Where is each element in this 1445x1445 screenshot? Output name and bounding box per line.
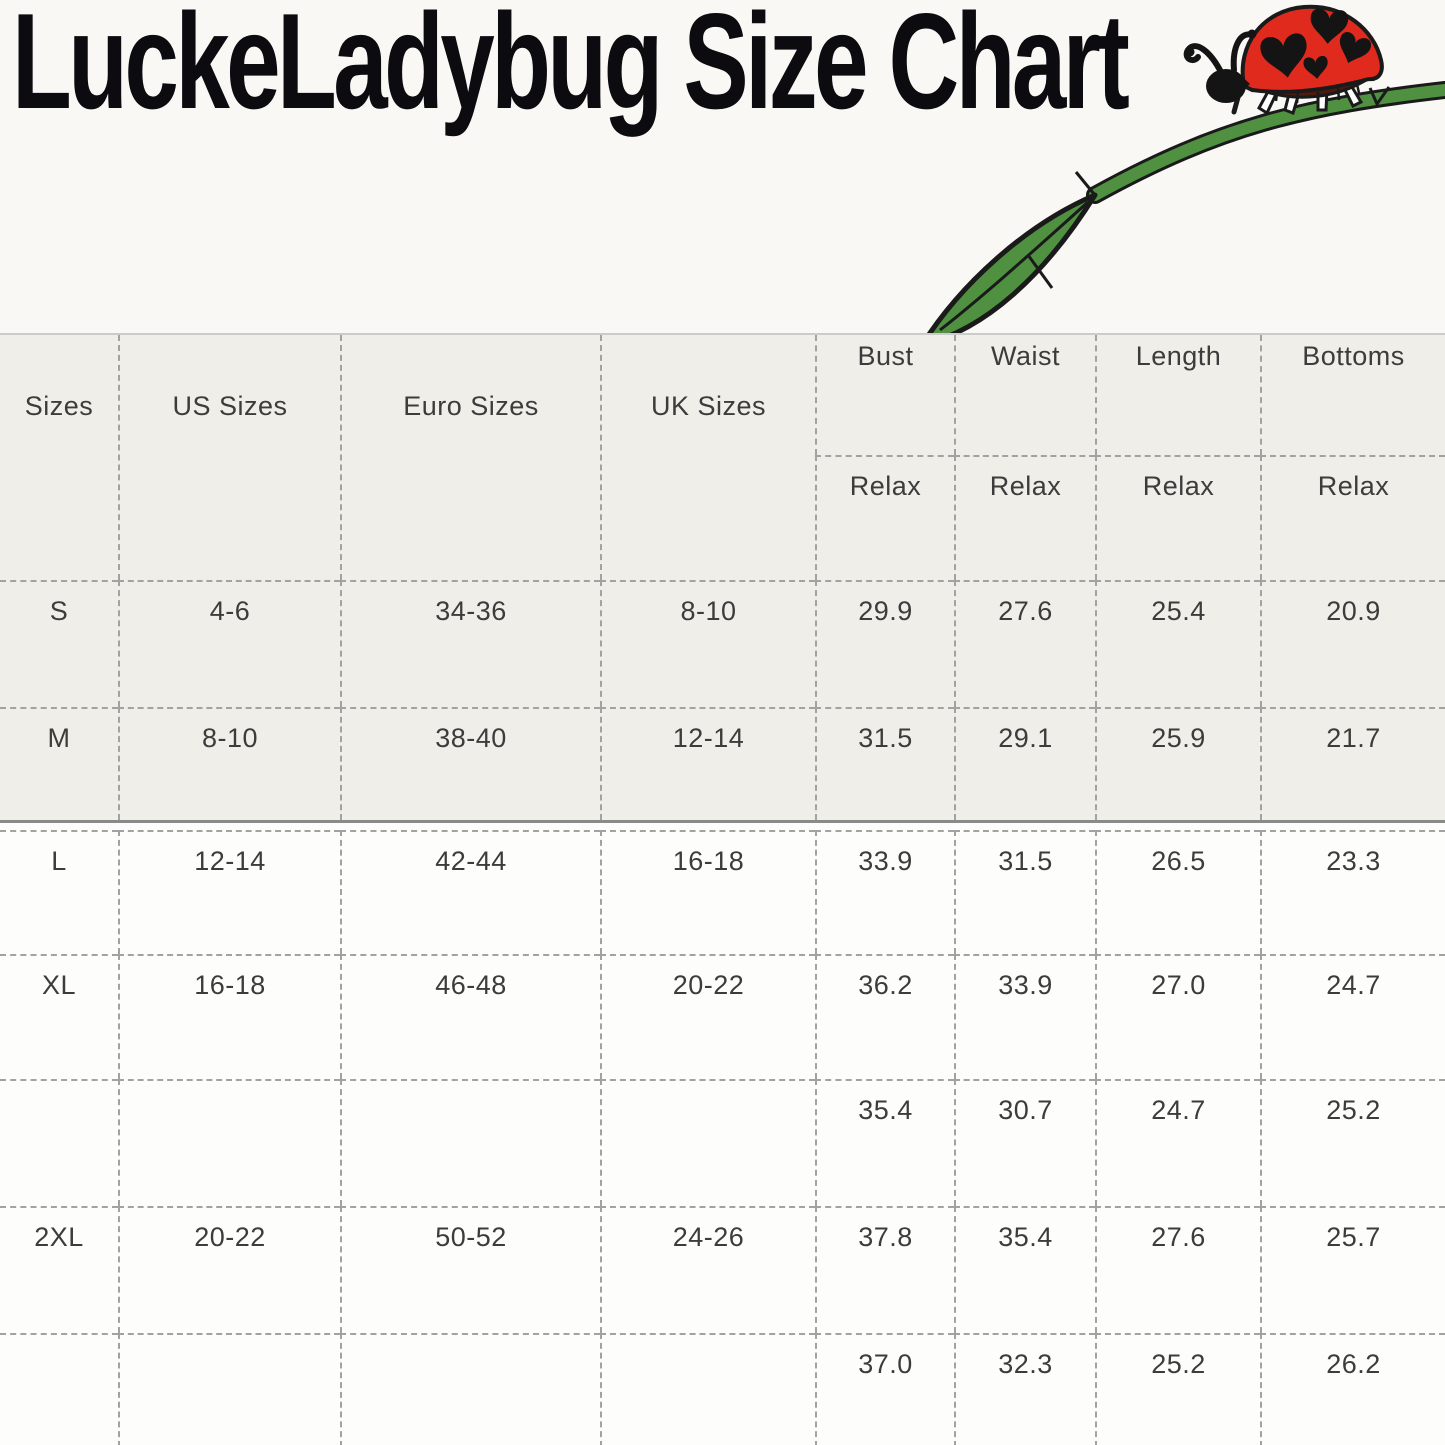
- row-l-waist-cell: 31.5: [954, 830, 1095, 954]
- row-extra1-waist-cell: 30.7: [954, 1079, 1095, 1206]
- header-length: Length: [1095, 335, 1260, 455]
- row-2xl-uk-cell: 24-26: [600, 1206, 815, 1333]
- row-extra1-size-cell: [0, 1079, 118, 1206]
- row-m-waist-cell: 29.1: [954, 707, 1095, 820]
- relax-label-bottoms: Relax: [1260, 455, 1445, 580]
- row-s-bust-cell: 29.9: [815, 580, 954, 707]
- row-m-bust-cell: 31.5: [815, 707, 954, 820]
- row-l-length-cell: 26.5: [1095, 830, 1260, 954]
- row-xl-us-cell: 16-18: [118, 954, 340, 1079]
- row-2xl-us-cell: 20-22: [118, 1206, 340, 1333]
- row-xl-bottoms-cell: 24.7: [1260, 954, 1445, 1079]
- row-m-length-cell: 25.9: [1095, 707, 1260, 820]
- row-s-bottoms-cell: 20.9: [1260, 580, 1445, 707]
- row-extra1-us-cell: [118, 1079, 340, 1206]
- relax-label-length: Relax: [1095, 455, 1260, 580]
- row-extra2-us-cell: [118, 1333, 340, 1445]
- row-xl-bust-cell: 36.2: [815, 954, 954, 1079]
- header-bust: Bust: [815, 335, 954, 455]
- page-title: LuckeLadybug Size Chart: [12, 0, 1127, 137]
- row-m-bottoms-cell: 21.7: [1260, 707, 1445, 820]
- row-extra1-uk-cell: [600, 1079, 815, 1206]
- header-uk-sizes: UK Sizes: [600, 335, 815, 580]
- ladybug-on-leaf-illustration: [890, 0, 1445, 360]
- row-2xl-size-cell: 2XL: [0, 1206, 118, 1333]
- row-s-length-cell: 25.4: [1095, 580, 1260, 707]
- row-xl-waist-cell: 33.9: [954, 954, 1095, 1079]
- row-xl-size-cell: XL: [0, 954, 118, 1079]
- header-waist: Waist: [954, 335, 1095, 455]
- row-extra1-bottoms-cell: 25.2: [1260, 1079, 1445, 1206]
- stitch-divider-line: [0, 820, 1445, 830]
- row-extra1-length-cell: 24.7: [1095, 1079, 1260, 1206]
- ladybug-icon: [1186, 7, 1382, 113]
- row-extra2-bust-cell: 37.0: [815, 1333, 954, 1445]
- row-xl-euro-cell: 46-48: [340, 954, 600, 1079]
- row-l-bust-cell: 33.9: [815, 830, 954, 954]
- row-s-us-cell: 4-6: [118, 580, 340, 707]
- row-extra2-bottoms-cell: 26.2: [1260, 1333, 1445, 1445]
- row-l-us-cell: 12-14: [118, 830, 340, 954]
- row-2xl-bottoms-cell: 25.7: [1260, 1206, 1445, 1333]
- row-l-bottoms-cell: 23.3: [1260, 830, 1445, 954]
- row-s-waist-cell: 27.6: [954, 580, 1095, 707]
- row-extra1-bust-cell: 35.4: [815, 1079, 954, 1206]
- row-extra2-length-cell: 25.2: [1095, 1333, 1260, 1445]
- row-extra2-uk-cell: [600, 1333, 815, 1445]
- row-l-size-cell: L: [0, 830, 118, 954]
- row-s-size-cell: S: [0, 580, 118, 707]
- row-extra2-waist-cell: 32.3: [954, 1333, 1095, 1445]
- relax-label-bust: Relax: [815, 455, 954, 580]
- row-extra2-euro-cell: [340, 1333, 600, 1445]
- row-s-uk-cell: 8-10: [600, 580, 815, 707]
- relax-label-waist: Relax: [954, 455, 1095, 580]
- row-m-euro-cell: 38-40: [340, 707, 600, 820]
- row-l-euro-cell: 42-44: [340, 830, 600, 954]
- row-xl-uk-cell: 20-22: [600, 954, 815, 1079]
- size-table: [0, 333, 1445, 1445]
- header-euro-sizes: Euro Sizes: [340, 335, 600, 580]
- row-extra2-size-cell: [0, 1333, 118, 1445]
- row-2xl-length-cell: 27.6: [1095, 1206, 1260, 1333]
- row-s-euro-cell: 34-36: [340, 580, 600, 707]
- header-bottoms: Bottoms: [1260, 335, 1445, 455]
- row-2xl-bust-cell: 37.8: [815, 1206, 954, 1333]
- header-us-sizes: US Sizes: [118, 335, 340, 580]
- leaf-icon: [922, 195, 1095, 345]
- row-m-uk-cell: 12-14: [600, 707, 815, 820]
- row-2xl-waist-cell: 35.4: [954, 1206, 1095, 1333]
- row-m-us-cell: 8-10: [118, 707, 340, 820]
- row-xl-length-cell: 27.0: [1095, 954, 1260, 1079]
- row-2xl-euro-cell: 50-52: [340, 1206, 600, 1333]
- row-extra1-euro-cell: [340, 1079, 600, 1206]
- header-sizes: Sizes: [24, 391, 94, 421]
- row-m-size-cell: M: [0, 707, 118, 820]
- row-l-uk-cell: 16-18: [600, 830, 815, 954]
